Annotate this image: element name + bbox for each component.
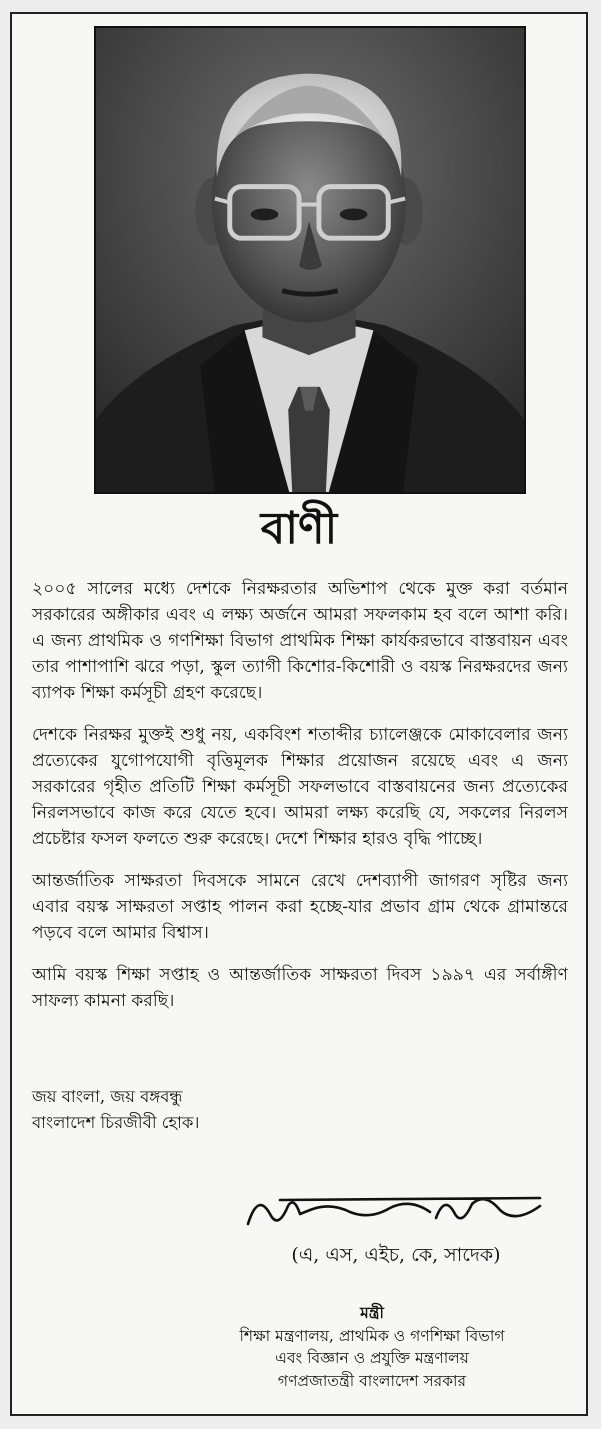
portrait-photo <box>94 26 526 494</box>
message-sheet <box>10 12 588 1416</box>
designation-block <box>162 1302 582 1392</box>
message-body <box>32 576 568 1030</box>
signatory-name: (এ, এস, এইচ, কে, সাদেক) <box>291 1244 501 1266</box>
designation-line: শিক্ষা মন্ত্রণালয়, প্রাথমিক ও গণশিক্ষা বিভাগ <box>239 1326 505 1345</box>
paragraph: দেশকে নিরক্ষর মুক্তই শুধু নয়, একবিংশ শতাব্দীর চ্যালেঞ্জকে মোকাবেলার জন্য প্রত্যেকের যুগোপযোগী বৃত্তিমূলক শিক্ষার প্রয়োজন রয়েছে এবং এ জন্য সরকারের গৃহীত প্রতিটি শিক্ষা কর্মসূচী সফলভাবে বাস্তবায়নের জন্য প্রত্যেকের নিরলসভাবে কাজ করে যেতে হবে। আমরা লক্ষ্য করেছি যে, সকলের নিরলস প্রচেষ্টার ফসল ফলতে শুরু করেছে। দেশে শিক্ষার হারও বৃদ্ধি পাচ্ছে। <box>32 725 568 849</box>
designation-title: মন্ত্রী <box>360 1303 384 1322</box>
closing-line: জয় বাংলা, জয় বঙ্গবন্ধু <box>32 1087 183 1106</box>
designation-line: এবং বিজ্ঞান ও প্রযুক্তি মন্ত্রণালয় <box>275 1349 469 1367</box>
paragraph: আন্তর্জাতিক সাক্ষরতা দিবসকে সামনে রেখে দেশব্যাপী জাগরণ সৃষ্টির জন্য এবার বয়স্ক সাক্ষরতা সপ্তাহ পালন করা হচ্ছে-যার প্রভাব গ্রাম থেকে গ্রামান্তরে পড়বে বলে আমার বিশ্বাস। <box>32 871 568 943</box>
designation-line: গণপ্রজাতন্ত্রী বাংলাদেশ সরকার <box>277 1371 467 1390</box>
page-title: বাণী <box>260 503 338 554</box>
closing-line: বাংলাদেশ চিরজীবী হোক। <box>32 1113 200 1132</box>
paragraph: আমি বয়স্ক শিক্ষা সপ্তাহ ও আন্তর্জাতিক সাক্ষরতা দিবস ১৯৯৭ এর সর্বাঙ্গীণ সাফল্য কামনা করছি। <box>32 965 568 1011</box>
closing-slogans <box>32 1084 199 1136</box>
portrait-image <box>96 28 524 492</box>
paragraph: ২০০৫ সালের মধ্যে দেশকে নিরক্ষরতার অভিশাপ থেকে মুক্ত করা বর্তমান সরকারের অঙ্গীকার এবং এ লক্ষ্য অর্জনে আমরা সফলকাম হব বলে আশা করি। এ জন্য প্রাথমিক ও গণশিক্ষা বিভাগ প্রাথমিক শিক্ষা কার্যকরভাবে বাস্তবায়ন এবং তার পাশাপাশি ঝরে পড়া, স্কুল ত্যাগী কিশোর-কিশোরী ও বয়স্ক নিরক্ষরদের জন্য ব্যাপক শিক্ষা কর্মসূচী গ্রহণ করেছে। <box>32 579 568 703</box>
signature-image <box>240 1184 560 1240</box>
